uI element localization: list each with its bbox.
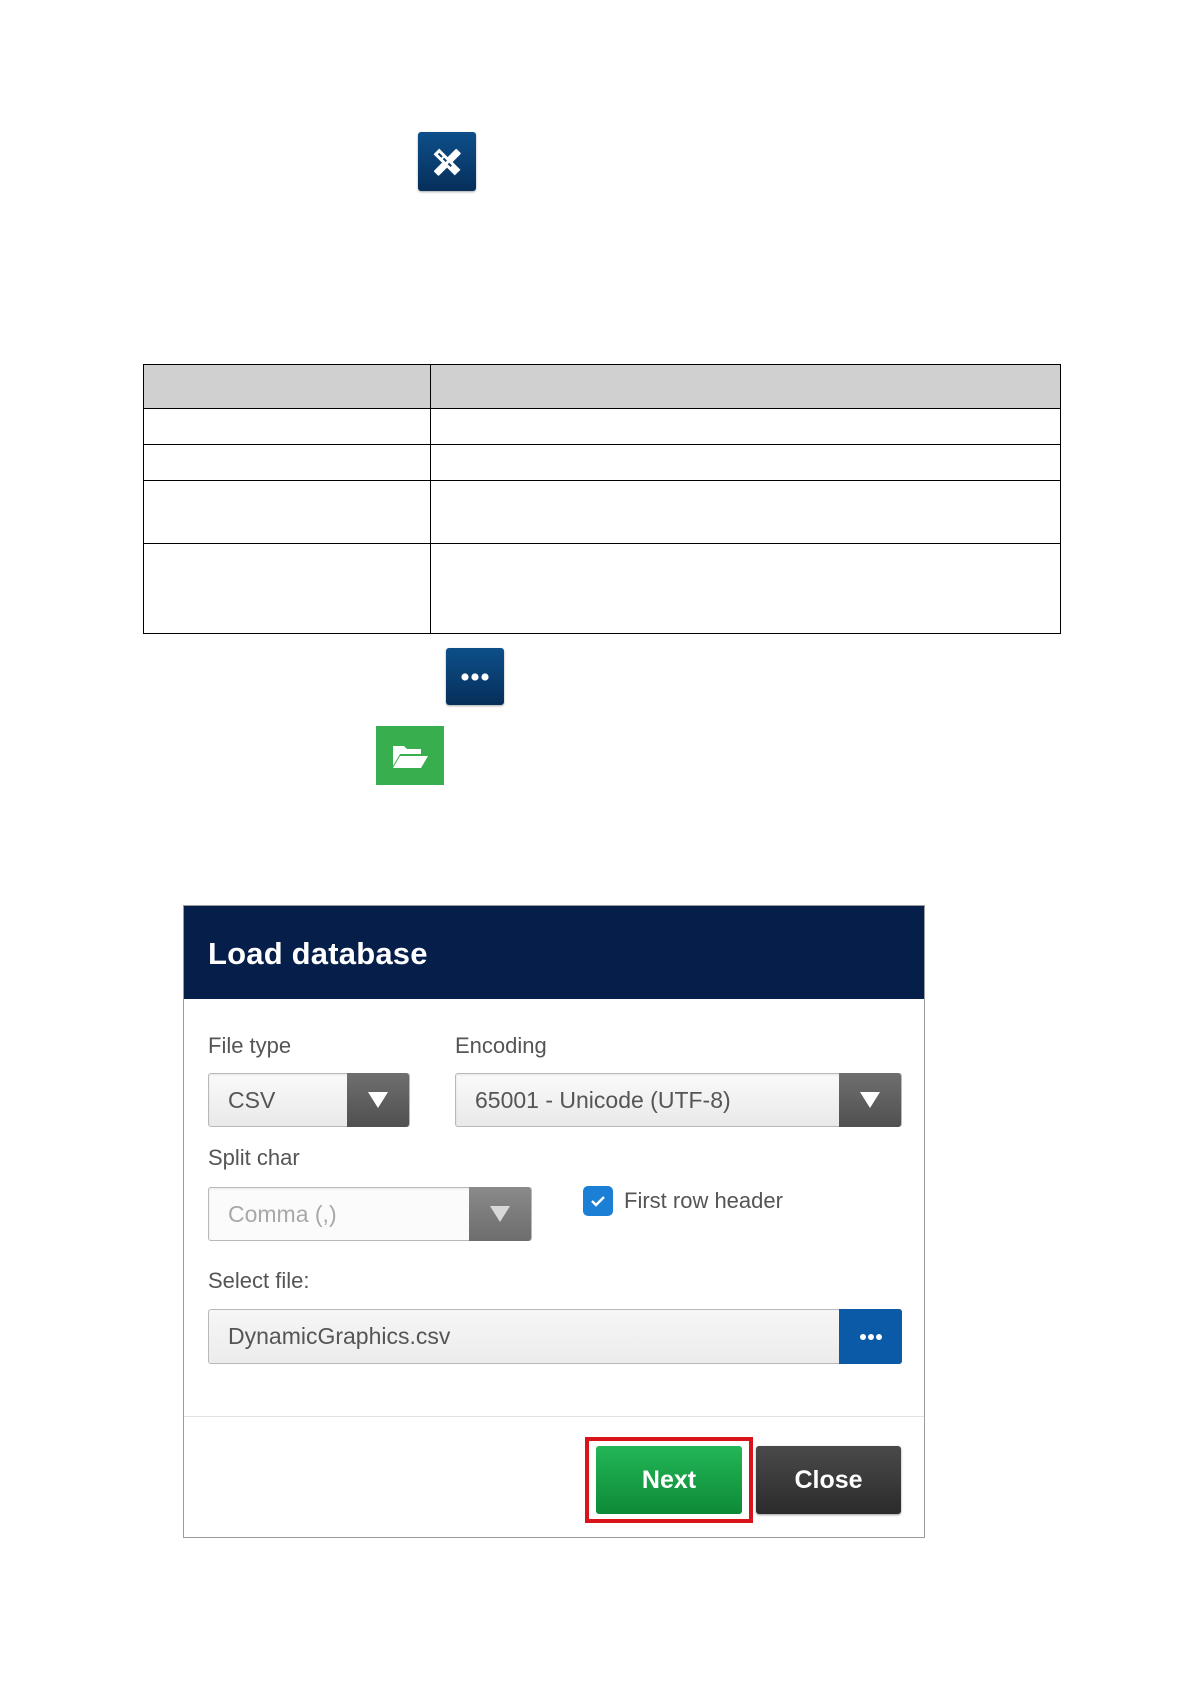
check-icon	[590, 1195, 606, 1207]
dialog-title: Load database	[208, 936, 428, 971]
split-char-label: Split char	[208, 1145, 300, 1170]
chevron-down-icon[interactable]	[347, 1073, 409, 1127]
first-row-header-checkbox[interactable]	[583, 1186, 613, 1216]
table-cell	[431, 445, 1061, 481]
chevron-down-icon[interactable]	[469, 1187, 531, 1241]
folder-open-icon[interactable]	[376, 726, 444, 785]
table-cell	[144, 409, 431, 445]
footer-divider	[184, 1416, 924, 1417]
table-header-cell	[431, 365, 1061, 409]
split-char-value: Comma (,)	[228, 1201, 337, 1227]
browse-ellipsis-icon[interactable]	[839, 1309, 902, 1364]
encoding-select[interactable]	[455, 1073, 902, 1127]
select-file-input[interactable]	[208, 1309, 902, 1364]
file-type-value: CSV	[228, 1087, 276, 1113]
next-button[interactable]: Next	[596, 1446, 742, 1514]
table-cell	[431, 409, 1061, 445]
encoding-value: 65001 - Unicode (UTF-8)	[475, 1087, 731, 1113]
chevron-down-icon[interactable]	[839, 1073, 901, 1127]
empty-table	[143, 364, 1061, 634]
file-type-label: File type	[208, 1033, 292, 1058]
table-cell	[144, 544, 431, 634]
table-cell	[144, 445, 431, 481]
table-header-cell	[144, 365, 431, 409]
table-cell	[431, 481, 1061, 544]
encoding-label: Encoding	[455, 1033, 547, 1058]
ellipsis-icon[interactable]	[446, 648, 504, 705]
close-button[interactable]: Close	[756, 1446, 901, 1514]
dialog-header	[184, 906, 924, 999]
select-file-label: Select file:	[208, 1268, 310, 1293]
split-char-select[interactable]	[208, 1187, 532, 1241]
table-cell	[144, 481, 431, 544]
table-cell	[431, 544, 1061, 634]
select-file-value: DynamicGraphics.csv	[228, 1323, 451, 1349]
edit-tools-icon[interactable]	[418, 132, 476, 191]
first-row-header-label: First row header	[624, 1188, 783, 1213]
load-database-dialog	[183, 905, 925, 1538]
file-type-select[interactable]	[208, 1073, 410, 1127]
